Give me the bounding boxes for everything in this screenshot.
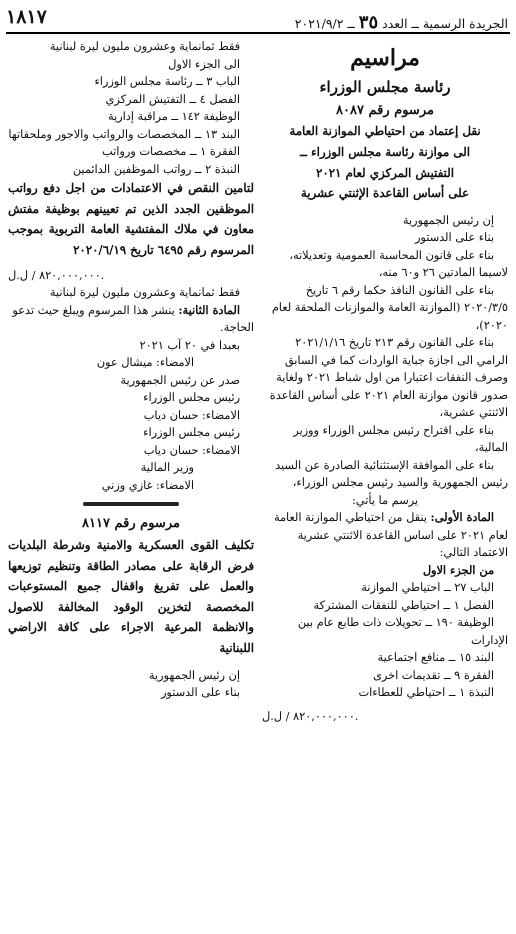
signatory-title: وزير المالية <box>140 461 194 475</box>
signatory-title: رئيس مجلس الوزراء <box>143 426 240 440</box>
budget-item: الفقرة ٩ ــ تقديمات اخرى <box>373 668 494 682</box>
authority-title: رئاسة مجلس الوزراء <box>319 78 451 96</box>
budget-item: الوظيفة ١٤٢ ــ مراقبة إدارية <box>107 110 240 123</box>
article-label: المادة الثانية: <box>178 302 240 317</box>
gazette-name: الجريدة الرسمية ــ العدد <box>382 16 508 31</box>
budget-item: البند ١٣ ــ المخصصات والرواتب والاجور وملحقاتها <box>8 127 240 141</box>
preamble: بناء على القانون رقم ٢١٣ تاريخ ٢٠٢١/١/١٦ الرامي الى اجازة جباية الواردات كما في السابق وصرف النفقات اعتبارا من اول شباط ٢٠٢١ ولغاية صدور قانون موازنة العام ٢٠٢١ على أساس القاعدة الاثنتي عشرية، <box>269 336 508 420</box>
gazette-header <box>295 12 508 33</box>
signature: الامضاء: ميشال عون <box>96 356 194 370</box>
preamble: بناء على قانون المحاسبة العمومية وتعديلاته، لاسيما المادتين ٢٦ و٦٠ منه، <box>289 248 508 280</box>
signing-date: بعبدا في ٢٠ آب ٢٠٢١ <box>139 338 240 352</box>
signature: الامضاء: حسان دياب <box>143 443 240 457</box>
preamble: بناء على القانون النافذ حكما رقم ٦ تاريخ ٢٠٢٠/٣/٥ (الموازنة العامة والموازنات الملحقة لعام ٢٠٢٠)، <box>271 283 508 332</box>
decree-subject: تكليف القوى العسكرية والامنية وشرطة البلديات فرض الرقابة على مصادر الطاقة وتنظيم توزيعها والعمل على تفريغ واقفال جميع المستوعبات المخصصة لتخزين الوقود المخالفة للاصول والانظمة المرعية الاجراء على كافة الاراضي اللبنانية <box>8 537 254 656</box>
amount-in-words: فقط ثمانماية وعشرون مليون ليرة لبنانية <box>49 286 240 300</box>
header-rule <box>6 32 510 34</box>
decree-subject-line: نقل إعتماد من احتياطي الموازنة العامة <box>289 124 481 139</box>
preamble: إن رئيس الجمهورية <box>148 668 240 682</box>
article-two <box>8 302 254 337</box>
preamble: بناء على الموافقة الإستثنائية الصادرة عن السيد رئيس الجمهورية والسيد رئيس مجلس الوزراء، <box>275 458 508 490</box>
decree-number: مرسوم رقم ٨١١٧ <box>82 516 180 532</box>
issued-by: صدر عن رئيس الجمهورية <box>120 373 240 387</box>
purpose-text: لتامين النقص في الاعتمادات من اجل دفع رواتب الموظفين الجدد الذين تم تعيينهم بوظيفة مفتش معاون في ملاك المفتشية العامة التربوية بموجب المرسوم رقم ٦٤٩٥ تاريخ ٢٠٢٠/٦/١٩ <box>8 181 254 257</box>
decree-subject-line: التفتيش المركزي لعام ٢٠٢١ <box>316 165 454 180</box>
amount-in-words: فقط ثمانماية وعشرون مليون ليرة لبنانية <box>49 40 240 53</box>
issue-number: ٣٥ <box>358 12 379 33</box>
article-text: ينشر هذا المرسوم ويبلغ حيث تدعو الحاجة. <box>12 303 254 335</box>
section-title: مراسيم <box>350 45 420 71</box>
budget-part: الى الجزء الاول <box>168 57 240 71</box>
decree-number: مرسوم رقم ٨٠٨٧ <box>336 102 434 118</box>
decree-formula: يرسم ما يأتي: <box>352 493 418 507</box>
issue-date: ــ ٢٠٢١/٩/٢ <box>294 16 355 31</box>
article-one <box>262 509 508 562</box>
budget-item: الفصل ١ ــ احتياطي للنفقات المشتركة <box>313 598 494 612</box>
left-column <box>8 38 254 702</box>
decree-subject-line: الى موازنة رئاسة مجلس الوزراء ــ <box>300 144 470 159</box>
budget-item: الفقرة ١ ــ مخصصات ورواتب <box>102 145 240 158</box>
preamble: بناء على الدستور <box>414 231 494 245</box>
budget-item: الباب ٢٧ ــ احتياطي الموازنة <box>361 581 494 595</box>
right-column <box>262 38 508 725</box>
amount: ٨٢٠,٠٠٠,٠٠٠ / ل.ل. <box>8 268 105 282</box>
page-number: ١٨١٧ <box>6 6 47 28</box>
amount: ٨٢٠,٠٠٠,٠٠٠ / ل.ل. <box>262 709 359 723</box>
budget-item: النبذة ١ ــ احتياطي للعطاءات <box>358 686 494 700</box>
preamble: إن رئيس الجمهورية <box>402 213 494 227</box>
budget-item: الوظيفة ١٩٠ ــ تحويلات ذات طابع عام بين الإدارات <box>297 616 508 647</box>
budget-item: النبذة ٢ ــ رواتب الموظفين الدائمين <box>72 162 240 176</box>
preamble: بناء على اقتراح رئيس مجلس الوزراء ووزير المالية، <box>293 423 508 455</box>
page-header <box>6 6 510 32</box>
signatory-title: رئيس مجلس الوزراء <box>143 391 240 405</box>
budget-item: البند ١٥ ــ منافع اجتماعية <box>377 651 494 665</box>
signature: الامضاء: غازي وزني <box>101 478 194 492</box>
article-text: ينقل من احتياطي الموازنة العامة لعام ٢٠٢١ على اساس القاعدة الاثنتي عشرية الاعتماد التالي: <box>273 511 508 560</box>
signature: الامضاء: حسان دياب <box>143 408 240 422</box>
budget-item: الفصل ٤ ــ التفتيش المركزي <box>105 92 240 106</box>
section-divider <box>83 502 179 506</box>
decree-subject-line: على أساس القاعدة الإثنتي عشرية <box>300 186 470 201</box>
article-label: المادة الأولى: <box>430 510 494 525</box>
budget-part: من الجزء الاول <box>422 562 494 577</box>
budget-item: الباب ٣ ــ رئاسة مجلس الوزراء <box>94 75 240 88</box>
preamble: بناء على الدستور <box>160 686 240 700</box>
